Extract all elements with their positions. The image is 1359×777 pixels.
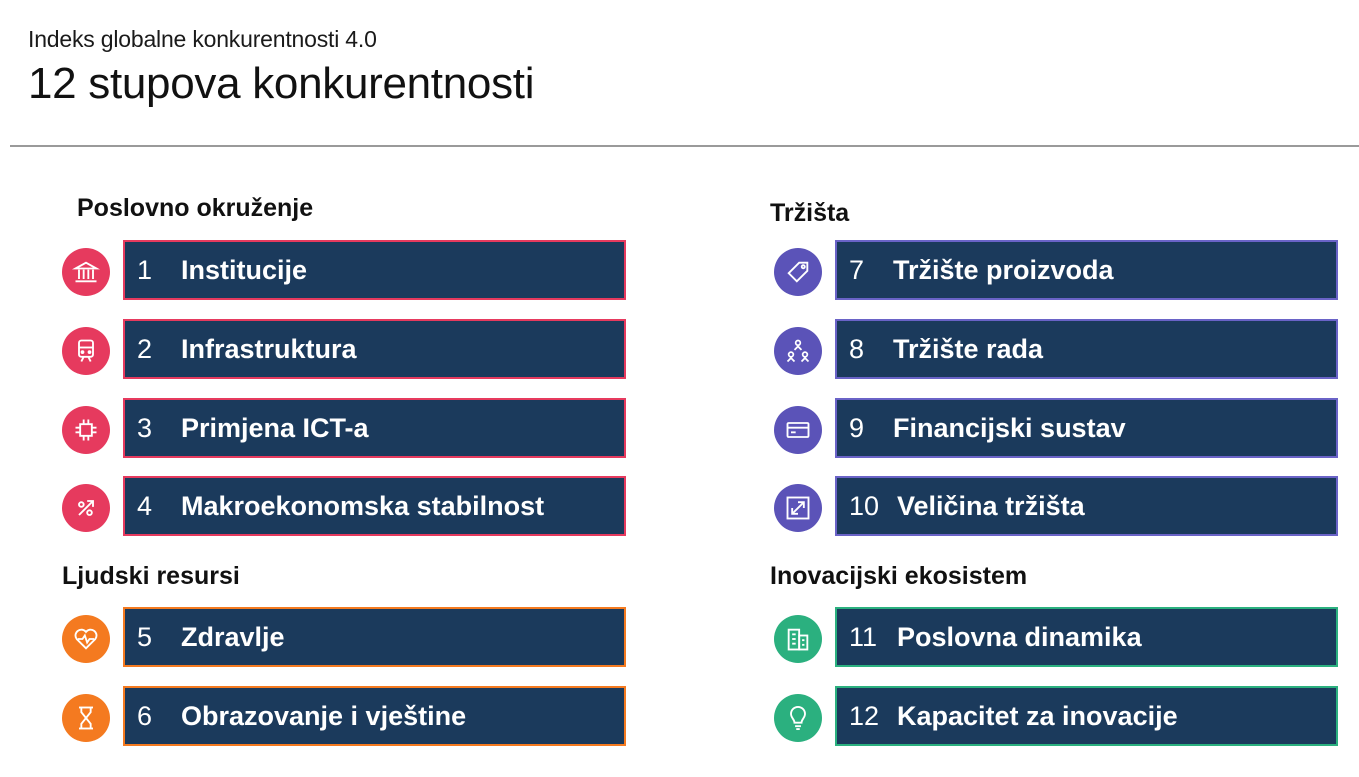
lightbulb-icon — [774, 694, 822, 742]
pillar-number: 7 — [849, 254, 865, 285]
pillar-health — [62, 607, 626, 671]
pillar-number: 6 — [137, 700, 153, 731]
train-icon — [62, 327, 110, 375]
page-subtitle: Indeks globalne konkurentnosti 4.0 — [28, 26, 377, 52]
group-title-human-capital: Ljudski resursi — [62, 562, 240, 590]
pillar-bar — [123, 686, 626, 746]
pillar-label: Zdravlje — [181, 621, 285, 652]
pillar-number: 4 — [137, 490, 153, 521]
pillar-infrastructure — [62, 319, 626, 383]
pillar-number: 9 — [849, 412, 865, 443]
buildings-icon — [774, 615, 822, 663]
pillar-macroeconomic-stability — [62, 476, 626, 540]
pillar-label: Tržište proizvoda — [893, 254, 1114, 285]
pillar-label: Financijski sustav — [893, 412, 1126, 443]
pillar-number: 5 — [137, 621, 153, 652]
group-title-markets: Tržišta — [770, 199, 850, 227]
pillar-label: Obrazovanje i vještine — [181, 700, 467, 731]
pillar-bar — [123, 398, 626, 458]
pillar-bar — [123, 319, 626, 379]
pillar-label: Veličina tržišta — [897, 490, 1085, 521]
pillar-institutions — [62, 240, 626, 304]
pillar-bar — [123, 607, 626, 667]
expand-icon — [774, 484, 822, 532]
hourglass-icon — [62, 694, 110, 742]
pillar-label: Kapacitet za inovacije — [897, 700, 1178, 731]
pillar-bar — [835, 319, 1338, 379]
heart-pulse-icon — [62, 615, 110, 663]
pillar-bar — [835, 476, 1338, 536]
pillar-financial-system — [774, 398, 1338, 462]
pillar-label: Infrastruktura — [181, 333, 357, 364]
chip-icon — [62, 406, 110, 454]
pillar-bar — [835, 686, 1338, 746]
percent-icon — [62, 484, 110, 532]
pillar-label: Primjena ICT-a — [181, 412, 369, 443]
pillar-market-size — [774, 476, 1338, 540]
pillar-number: 8 — [849, 333, 865, 364]
pillar-bar — [123, 240, 626, 300]
header-divider — [10, 145, 1359, 147]
header — [28, 26, 534, 109]
pillar-label: Tržište rada — [893, 333, 1044, 364]
group-title-innovation-ecosystem: Inovacijski ekosistem — [770, 562, 1028, 590]
pillar-business-dynamism — [774, 607, 1338, 671]
page-title: 12 stupova konkurentnosti — [28, 59, 535, 108]
pillar-number: 1 — [137, 254, 153, 285]
pillar-number: 3 — [137, 412, 153, 443]
pillar-bar — [835, 398, 1338, 458]
pillar-bar — [123, 476, 626, 536]
pillar-bar — [835, 240, 1338, 300]
tag-icon — [774, 248, 822, 296]
pillar-label: Poslovna dinamika — [897, 621, 1142, 652]
pillar-innovation-capability — [774, 686, 1338, 750]
credit-card-icon — [774, 406, 822, 454]
group-title-business-environment: Poslovno okruženje — [77, 194, 314, 222]
pillar-number: 10 — [849, 490, 880, 521]
people-network-icon — [774, 327, 822, 375]
pillar-number: 12 — [849, 700, 880, 731]
pillar-labour-market — [774, 319, 1338, 383]
pillar-label: Institucije — [181, 254, 308, 285]
pillar-bar — [835, 607, 1338, 667]
pillar-ict-adoption — [62, 398, 626, 462]
pillar-number: 11 — [849, 621, 878, 652]
pillar-number: 2 — [137, 333, 153, 364]
institution-icon — [62, 248, 110, 296]
pillar-skills — [62, 686, 626, 750]
pillar-product-market — [774, 240, 1338, 304]
pillar-label: Makroekonomska stabilnost — [181, 490, 545, 521]
